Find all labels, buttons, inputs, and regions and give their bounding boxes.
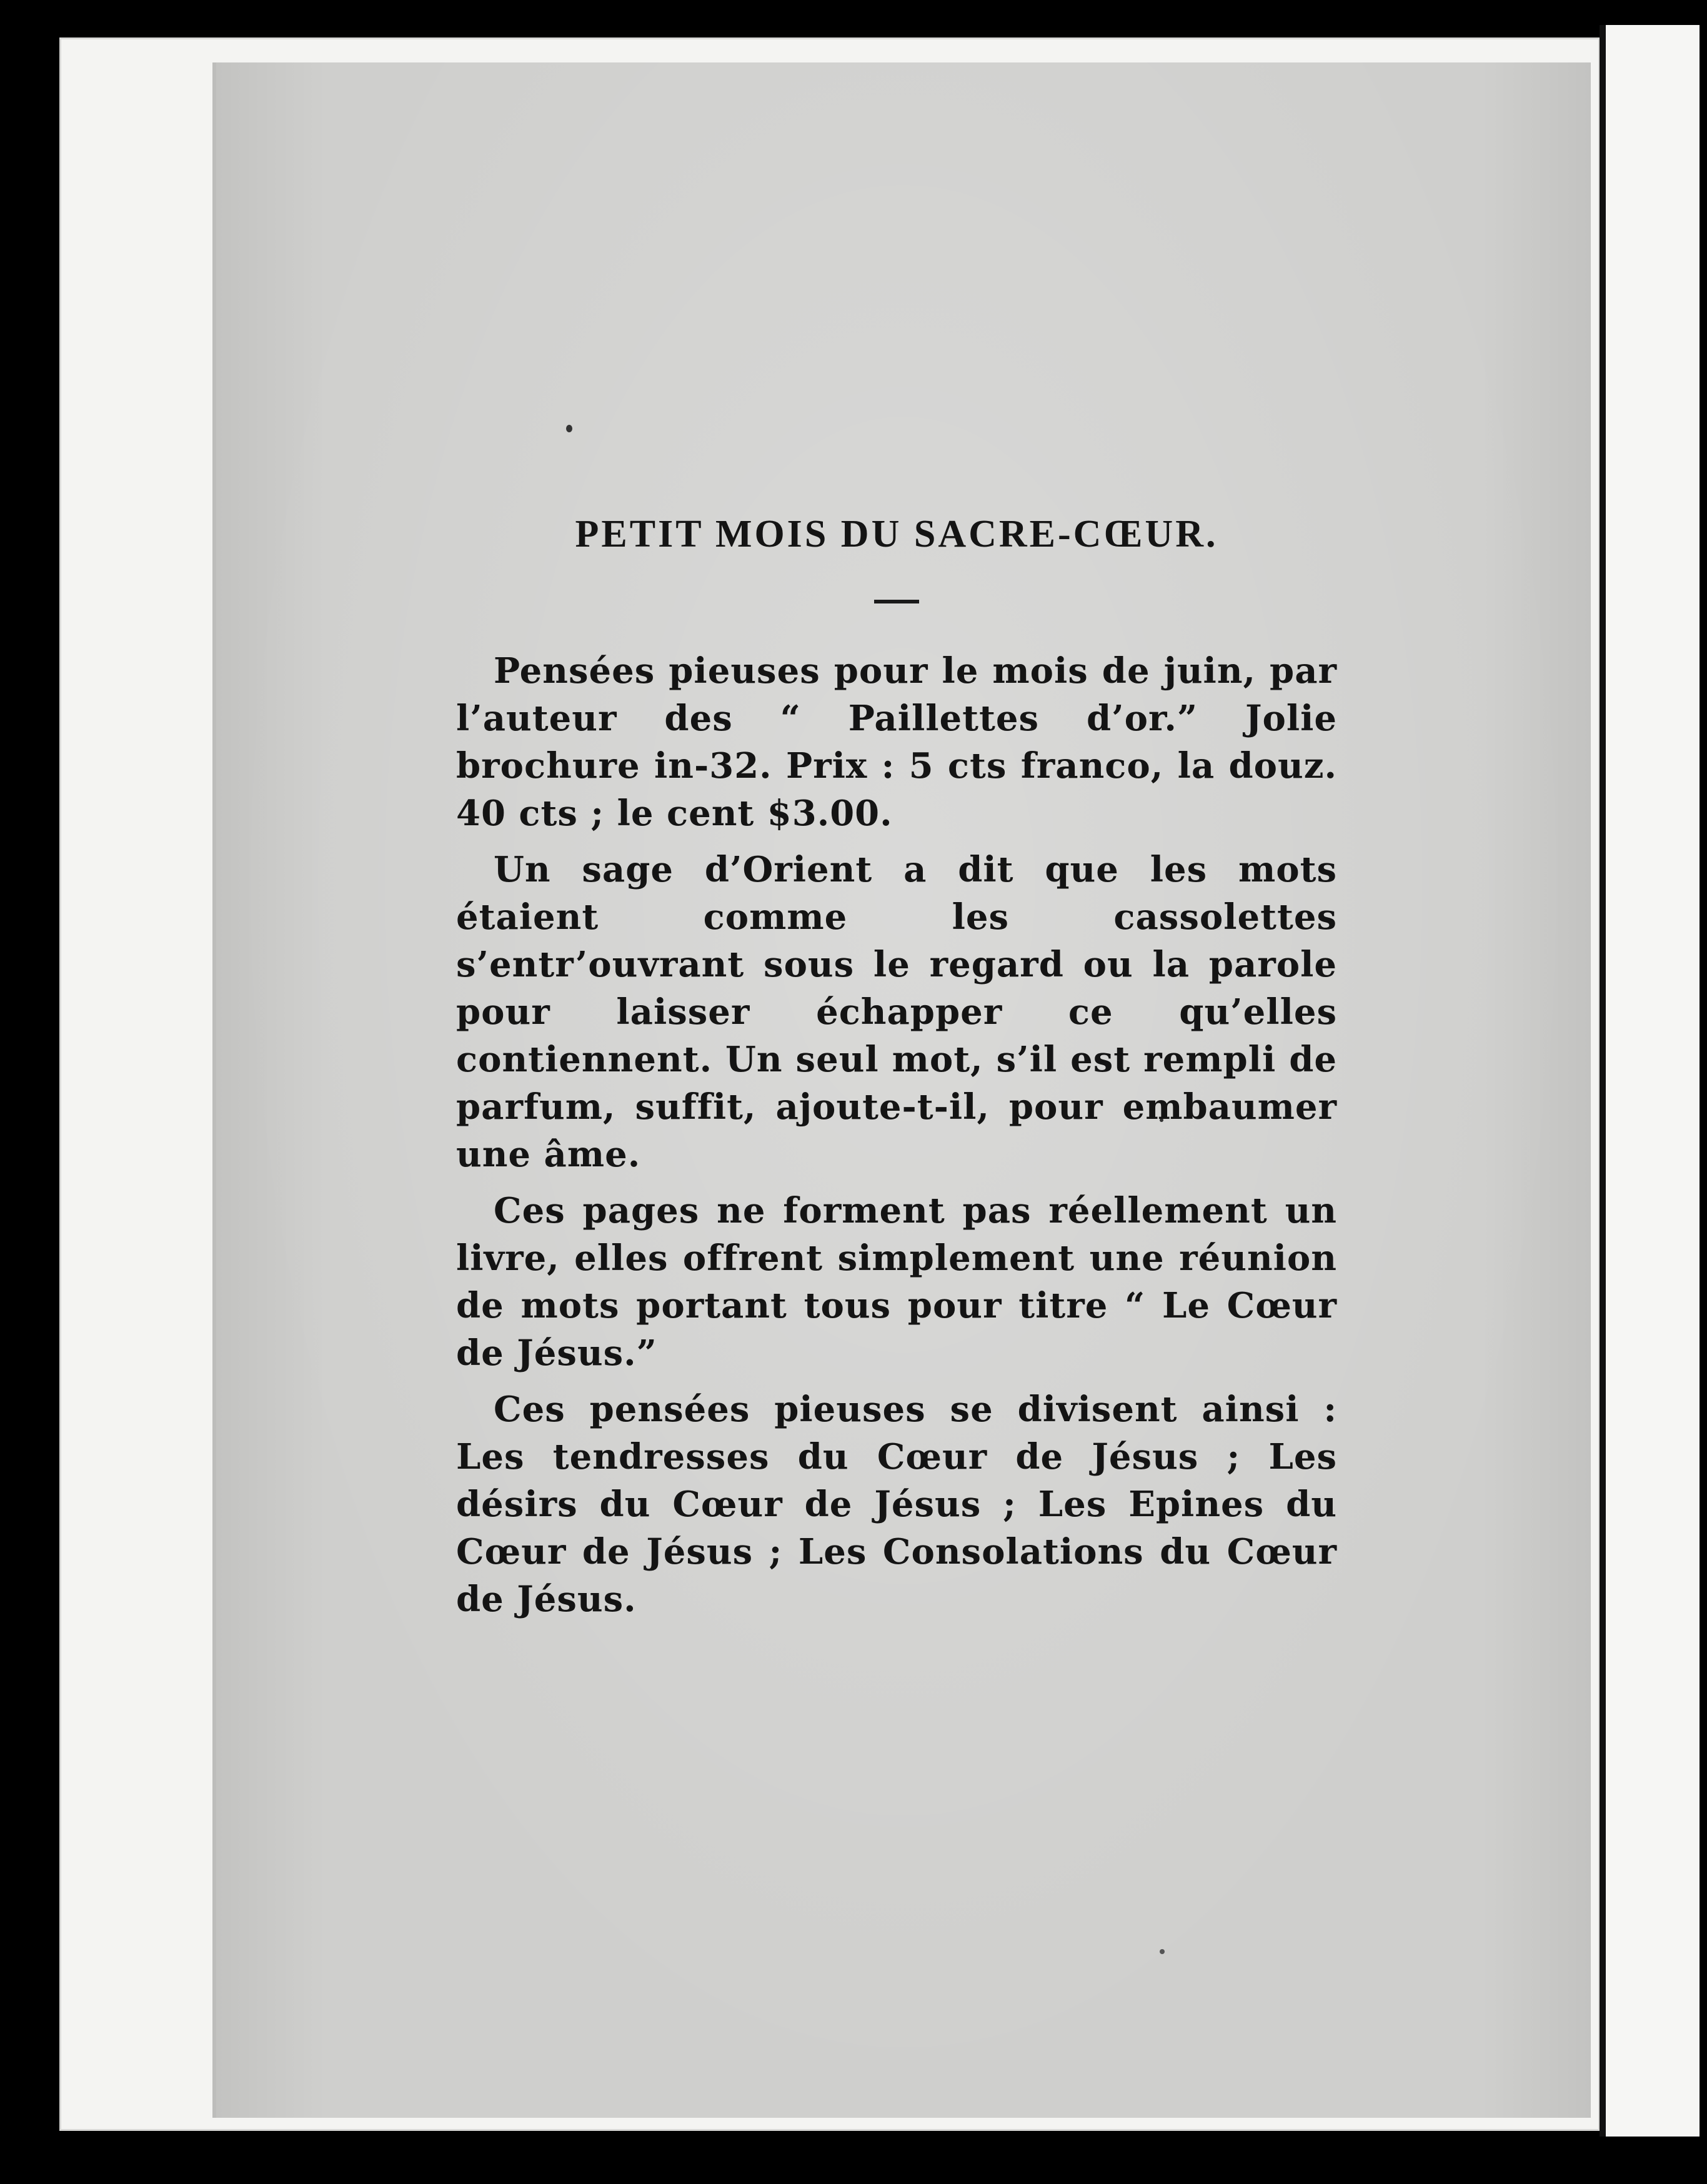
paragraph-divisions: Ces pensées pieuses se divisent ainsi : Les tendresses du Cœur de Jésus ; Les désirs du Cœur de Jésus ; Les Epines du Cœur de Jésus ; Les Consolations du Cœur de Jésus. (456, 1389, 1337, 1620)
title-divider (874, 600, 919, 603)
adjacent-page-edge (1600, 25, 1700, 2137)
ink-speck (1160, 1949, 1165, 1954)
page-title: PETIT MOIS DU SACRE-CŒUR. (575, 513, 1218, 555)
paragraph-pages: Ces pages ne forment pas réellement un livre, elles offrent simplement une réunion de mots portant tous pour titre “ Le Cœur de Jésus.” (456, 1190, 1337, 1374)
paragraph-sage: Un sage d’Orient a dit que les mots étaient comme les cassolettes s’entr’ouvrant sous le regard ou la parole pour laisser échapper ce qu’elles contiennent. Un seul mot, s’il est rempli de parfum, suffit, ajoute-t-il, pour embaumer une âme. (456, 849, 1337, 1175)
paragraph-description: Pensées pieuses pour le mois de juin, par l’auteur des “ Paillettes d’or.” Jolie brochure in-32. Prix : 5 cts franco, la douz. 40 cts ; le cent $3.00. (456, 650, 1337, 834)
text-block (456, 506, 1337, 1632)
ink-speck (566, 425, 572, 432)
